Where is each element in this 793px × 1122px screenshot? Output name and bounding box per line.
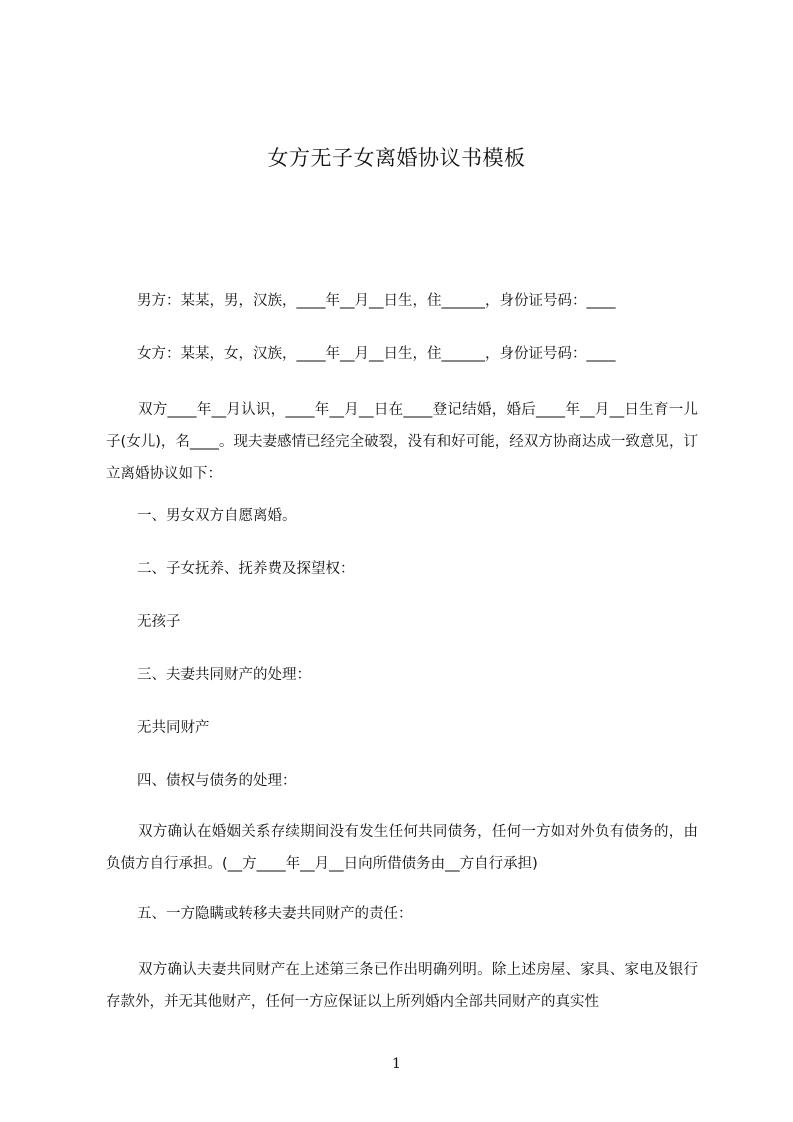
- clause-4-heading: 四、债权与债务的处理：: [137, 773, 297, 789]
- clause-3-heading: 三、夫妻共同财产的处理：: [137, 667, 311, 683]
- document-title: 女方无子女离婚协议书模板: [267, 146, 526, 170]
- clause-5-text: 双方确认夫妻共同财产在上述第三条已作出明确列明。除上述房屋、家具、家电及银行存款外，并无其他财产，任何一方应保证以上所列婚内全部共同财产的真实性: [106, 962, 698, 1010]
- party-male-line: 男方：某某，男，汉族，____年__月__日生，住______，身份证号码：____: [137, 293, 616, 309]
- clause-2-heading: 二、子女抚养、抚养费及探望权：: [137, 561, 355, 577]
- clause-5-heading: 五、一方隐瞒或转移夫妻共同财产的责任：: [137, 906, 413, 922]
- clause-4-text: 双方确认在婚姻关系存续期间没有发生任何共同债务，任何一方如对外负有债务的，由负债方自行承担。(__方____年__月__日向所借债务由__方自行承担): [106, 824, 698, 872]
- page-number: 1: [392, 1056, 401, 1072]
- clause-1: 一、男女双方自愿离婚。: [137, 508, 297, 524]
- clause-3-text: 无共同财产: [137, 720, 210, 736]
- clause-2-text: 无孩子: [137, 614, 181, 630]
- party-female-line: 女方：某某，女，汉族，____年__月__日生，住______，身份证号码：____: [137, 346, 616, 362]
- intro-paragraph: 双方____年__月认识，____年__月__日在____登记结婚，婚后____年__月__日生育一儿子(女儿)，名____。现夫妻感情已经完全破裂，没有和好可能，经双方协商达成一致意见，订立离婚协议如下：: [106, 402, 698, 482]
